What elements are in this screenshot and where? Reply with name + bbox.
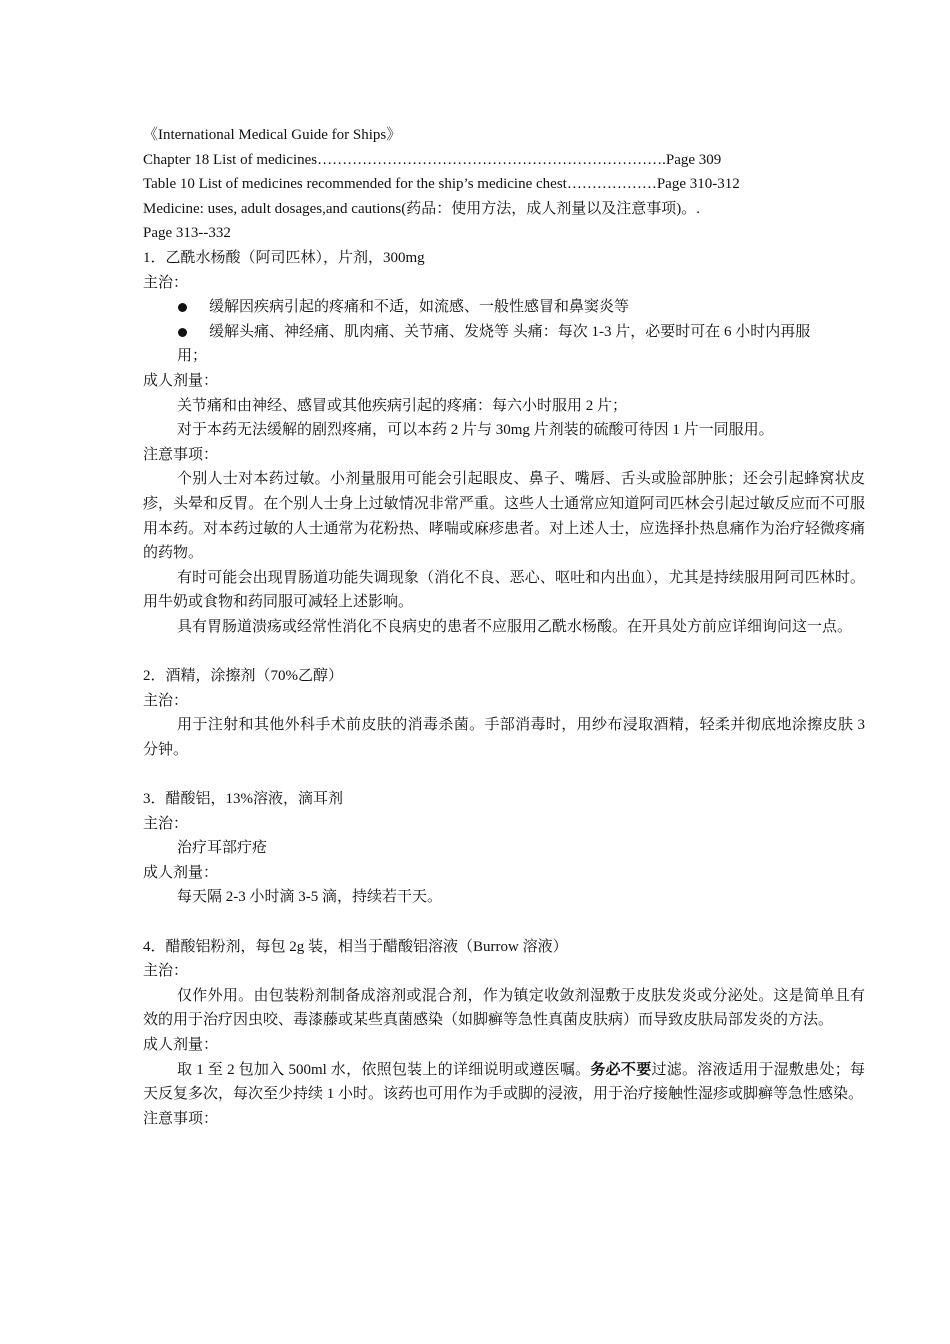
med4-dose-label: 成人剂量： (143, 1036, 219, 1053)
med1-indications-label: 主治： (143, 274, 189, 291)
med1-dose-label: 成人剂量： (143, 372, 219, 389)
med1-caution-1: 个别人士对本药过敏。小剂量服用可能会引起眼皮、鼻子、嘴唇、舌头或脸部肿胀；还会引起蜂窝状皮疹，头晕和反胃。在个别人士身上过敏情况非常严重。这些人士通常应知道阿司匹林会引起过敏反应而不可服用本药。对本药过敏的人士通常为花粉热、哮喘或麻疹患者。对上述人士，应选择扑热息痛作为治疗轻微疼痛的药物。 (143, 471, 865, 562)
med1-dose-2: 对于本药无法缓解的剧烈疼痛，可以本药 2 片与 30mg 片剂装的硫酸可待因 1 片一同服用。 (177, 422, 774, 439)
med3-indications-label: 主治： (143, 815, 189, 832)
chapter-line: Chapter 18 List of medicines…………………………………………………………….Page 309 (143, 151, 722, 168)
med1-bullet-1-text: 缓解因疾病引起的疼痛和不适，如流感、一般性感冒和鼻窦炎等 (209, 299, 630, 316)
med1-title: 1．乙酰水杨酸（阿司匹林），片剂，300mg (143, 249, 425, 266)
med4-dose-warning: 务必不要 (590, 1061, 652, 1078)
med3-title: 3．醋酸铝，13%溶液，滴耳剂 (143, 791, 343, 808)
med4-indications-label: 主治： (143, 963, 189, 980)
spacer (143, 762, 865, 787)
med4-dose (143, 1058, 865, 1107)
med4-dose-pre: 取 1 至 2 包加入 500ml 水，依照包装上的详细说明或遵医嘱。 (177, 1061, 591, 1078)
med4-use: 仅作外用。由包装粉剂制备成溶剂或混合剂，作为镇定收敛剂湿敷于皮肤发炎或分泌处。这是简单且有效的用于治疗因虫咬、毒漆藤或某些真菌感染（如脚癣等急性真菌皮肤病）而导致皮肤局部发炎的方法。 (143, 987, 865, 1029)
spacer (143, 639, 865, 664)
med4-dose-post: 过滤。溶液适用于湿敷患处；每天反复多次，每次至少持续 1 小时。该药也可用作为手或脚的浸液，用于治疗接触性湿疹或脚癣等急性感染。 (143, 1061, 865, 1103)
spacer (143, 910, 865, 935)
page-range: Page 313--332 (143, 225, 231, 242)
med3-dose: 每天隔 2-3 小时滴 3-5 滴，持续若干天。 (177, 889, 442, 906)
med3-use: 治疗耳部疔疮 (177, 840, 268, 857)
med3-dose-label: 成人剂量： (143, 864, 219, 881)
med1-bullet-2-cont: 用； (177, 348, 208, 365)
med4-title: 4．醋酸铝粉剂，每包 2g 装，相当于醋酸铝溶液（Burrow 溶液） (143, 938, 568, 955)
bullet-dot-icon (178, 303, 187, 312)
medicine-line: Medicine: uses, adult dosages,and cautions(药品：使用方法，成人剂量以及注意事项)。. (143, 200, 701, 217)
book-title: 《International Medical Guide for Ships》 (143, 127, 402, 143)
document-page (143, 123, 865, 1131)
table-line: Table 10 List of medicines recommended for the ship’s medicine chest………………Page 310-312 (143, 176, 740, 193)
med1-bullet-2-text: 缓解头痛、神经痛、肌肉痛、关节痛、发烧等 头痛：每次 1-3 片，必要时可在 6 小时内再服 (209, 323, 811, 340)
med1-bullet-2 (143, 320, 865, 345)
med1-caution-3: 具有胃肠道溃疡或经常性消化不良病史的患者不应服用乙酰水杨酸。在开具处方前应详细询问这一点。 (177, 618, 853, 635)
med2-indications-label: 主治： (143, 692, 189, 709)
med1-bullet-1 (143, 295, 865, 320)
med2-title: 2．酒精，涂擦剂（70%乙醇） (143, 668, 343, 685)
bullet-dot-icon (178, 328, 187, 337)
med1-caution-2: 有时可能会出现胃肠道功能失调现象（消化不良、恶心、呕吐和内出血），尤其是持续服用阿司匹林时。用牛奶或食物和药同服可减轻上述影响。 (143, 569, 865, 611)
med4-cautions-label: 注意事项： (143, 1110, 219, 1127)
med1-dose-1: 关节痛和由神经、感冒或其他疾病引起的疼痛：每六小时服用 2 片； (177, 397, 628, 414)
med1-cautions-label: 注意事项： (143, 446, 219, 463)
med2-use: 用于注射和其他外科手术前皮肤的消毒杀菌。手部消毒时，用纱布浸取酒精，轻柔并彻底地涂擦皮肤 3 分钟。 (143, 717, 865, 758)
